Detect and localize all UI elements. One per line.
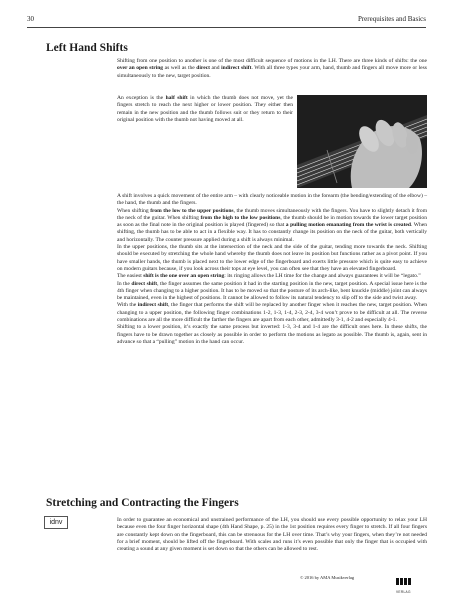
text-run: as well as the: [163, 65, 197, 72]
text-run: , the finger that performs the shift will be replaced by another finger when it reaches the new, target position. When changing to a upper position, the following finger combinations 1-2, 1-3, 1-4, 2-3, 2-4, 3-4 won’t prove to be difficult at all. The reverse combinations are all the more difficult the farther the fingers are apart from each other, admittedly 3-1, 4-2 and especially 4-1.: [117, 302, 427, 324]
copyright-notice: © 2016 by AMA Musikverlag: [300, 575, 355, 580]
header-rule: [27, 27, 426, 28]
paragraph: [117, 281, 427, 303]
margin-tag: idnv: [44, 516, 68, 529]
running-head: Prerequisites and Basics: [357, 15, 426, 23]
text-run: : its ringing allows the LH time for the change and always guarantees it will be “legato.”: [224, 273, 421, 280]
bold-term: direct shift: [131, 280, 158, 287]
text-run: Shifting from one position to another is one of the most difficult sequence of motions in the LH. There are three kinds of shifts: the one: [117, 58, 427, 64]
bold-term: over an open string: [117, 65, 164, 72]
bold-term: shift is the one over an open string: [143, 273, 225, 280]
page-number: 30: [27, 15, 34, 23]
text-run: The easiest: [117, 273, 144, 280]
paragraph: [117, 244, 427, 273]
text-run: In the: [117, 280, 132, 287]
text-run: A shift involves a quick movement of the entire arm – with clearly noticeable motion in the forearm (the bending/extending of the elbow) – the hand, the thumb and the fingers.: [117, 193, 427, 207]
bold-term: direct: [196, 65, 211, 72]
section-title-left-hand-shifts: Left Hand Shifts: [46, 42, 128, 54]
paragraph: [117, 302, 427, 324]
text-run: In order to guarantee an economical and unstrained performance of the LH, you should use every possible opportunity to relax your LH because even the four finger horizontal shape (4th Hand Shape, p. 25) in the 1st position requires every finger to stretch. If all four fingers are constantly kept down on the fingerboard, this can be strenuous for the LH over time. That’s why your fingers, when they’re not needed for a brief moment, should be lifted off the fingerboard. With scales and runs it’s even possible that only the finger that is occupied with creating a sound at any given moment is set down so that the others can be allowed to rest.: [117, 517, 427, 553]
publisher-logo-text: VERLAG: [396, 590, 411, 594]
section-title-stretching: Stretching and Contracting the Fingers: [46, 497, 239, 509]
paragraph: [117, 193, 427, 208]
guitar-left-hand-photo: [297, 95, 427, 188]
text-run: , the thumb should be in motion towards the lower target position as soon as the final note in the original position is played (fingered) so that: [117, 214, 427, 229]
hand-on-fretboard-icon: [297, 95, 427, 188]
text-run: and: [210, 65, 222, 72]
publisher-logo: [396, 572, 424, 594]
text-run: In the upper positions, the thumb sits at the intersection of the neck and the side of the guitar, tending more towards the neck. Shifting should be executed by stretching the whole hand whereby the thumb does not leave its position but functions rather as a pivot point. If you have smaller hands, the thumb is placed next to the lower edge of the fingerboard and exerts little pressure which is quite easy to achieve on modern guitars because, if you look across their tops at eye level, you can often see that they have an elevated fingerboard.: [117, 244, 427, 272]
bold-term: half shift: [165, 95, 188, 101]
shift-body-text: [117, 193, 427, 346]
intro-paragraph: [117, 58, 427, 80]
bold-term: from the low to the upper positions: [150, 207, 234, 214]
text-run: , the thumb moves simultaneously with the fingers. You have to slightly detach it from the neck of the guitar. When shifting: [117, 207, 428, 221]
bold-term: from the high to the low positions: [200, 214, 281, 221]
text-run: With the: [117, 302, 138, 309]
half-shift-paragraph: [117, 95, 293, 124]
paragraph: [117, 208, 427, 244]
text-run: , the finger assumes the same position it had in the starting position in the new, target position. A special issue here is the 4th finger when changing to a higher position. It has to be moved so that the posture of its arch-like, bent knuckle (middle) joint can always be maintained, even in the highest of positions. It cannot be allowed to follow its natural tendency to slip off to the side and twist away.: [117, 280, 428, 302]
text-run: in which the thumb does not move, yet the fingers stretch to reach the next higher or lower position. They either then remain in the new position and the thumb follows suit or they return to their original position with the thumb not having moved at all.: [117, 95, 293, 123]
bold-term: a pulling motion emanating from the wrist is created: [285, 222, 411, 229]
bold-term: indirect shift: [137, 302, 169, 309]
paragraph: [117, 324, 427, 346]
text-run: An exception is the: [117, 95, 166, 101]
stretching-paragraph: [117, 517, 427, 553]
text-run: . With all three types your arm, hand, thumb and fingers all move more or less simultaneously to the new, target position.: [117, 65, 427, 79]
paragraph: [117, 273, 427, 280]
bold-term: indirect shift: [221, 65, 252, 72]
text-run: When shifting: [117, 207, 151, 214]
text-run: . When shifting, the thumb has to be able to act in a flexible way. It has to constantly change its position on the neck of the guitar, both vertically and horizontally. The counter pressure applied during a shift is always minimal.: [117, 222, 427, 243]
text-run: Shifting to a lower position, it’s exactly the same process but inverted: 1-3, 3-4 and 1-4 are the difficult ones here. In these shifts, the fingers have to be drawn together as closely as possible in order to perform the motions as legato as possible. The thumb is, again, sent in advance so that a “pulling” motion in the hand can occur.: [117, 324, 427, 345]
